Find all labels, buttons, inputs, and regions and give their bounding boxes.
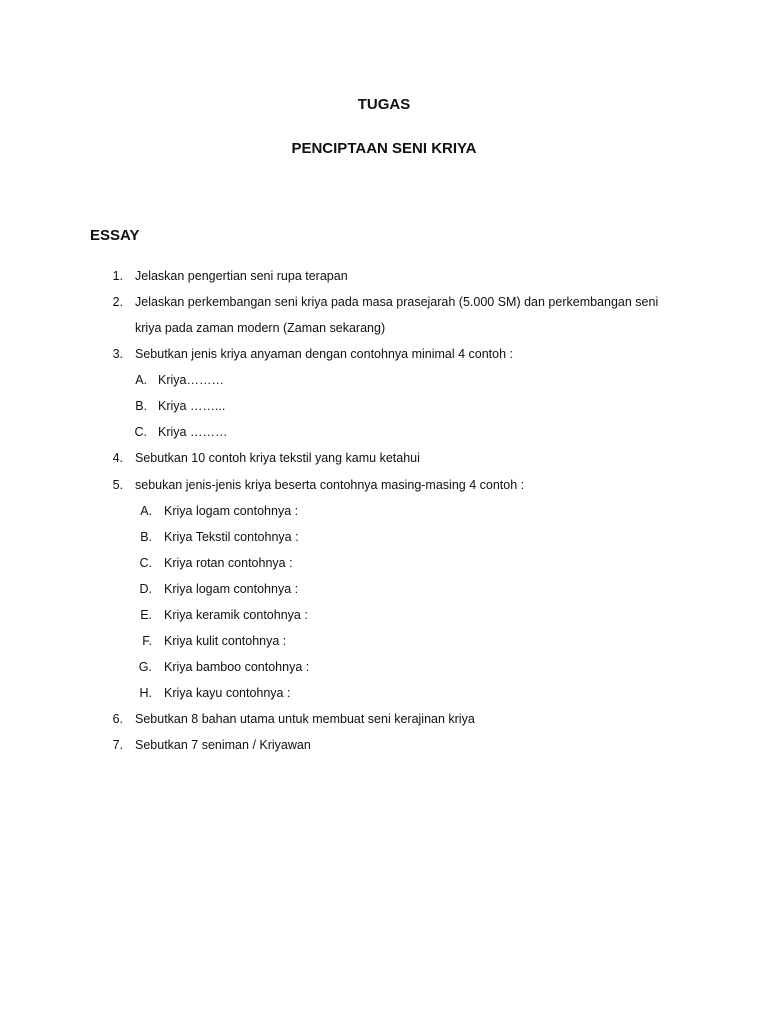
question-number: 7. — [112, 738, 123, 752]
section-heading: ESSAY — [90, 227, 140, 244]
sub-item-letter: C. — [134, 425, 147, 439]
document-subtitle: PENCIPTAAN SENI KRIYA — [291, 140, 477, 157]
sub-item-letter: B. — [135, 399, 147, 413]
question-number: 6. — [112, 712, 123, 726]
question-text: Sebutkan jenis kriya anyaman dengan contohnya minimal 4 contoh : — [135, 347, 514, 361]
sub-item-letter: B. — [140, 530, 152, 544]
sub-item-text: Kriya kulit contohnya : — [164, 634, 287, 648]
sub-item-text: Kriya logam contohnya : — [164, 504, 299, 518]
sub-item-letter: H. — [139, 686, 152, 700]
question-text: Sebutkan 7 seniman / Kriyawan — [135, 738, 311, 752]
question-text: kriya pada zaman modern (Zaman sekarang) — [135, 321, 386, 335]
question-text: sebukan jenis-jenis kriya beserta contohnya masing-masing 4 contoh : — [135, 478, 525, 492]
sub-item-letter: C. — [139, 556, 152, 570]
sub-item-text: Kriya bamboo contohnya : — [164, 660, 310, 674]
question-number: 5. — [112, 478, 123, 492]
question-text: Sebutkan 10 contoh kriya tekstil yang kamu ketahui — [135, 451, 420, 465]
sub-item-letter: E. — [140, 608, 152, 622]
question-text: Jelaskan pengertian seni rupa terapan — [135, 269, 348, 283]
sub-item-text: Kriya ……... — [158, 399, 226, 413]
question-number: 1. — [112, 269, 123, 283]
sub-item-text: Kriya……… — [158, 373, 224, 387]
question-number: 3. — [112, 347, 123, 361]
sub-item-letter: A. — [135, 373, 147, 387]
question-number: 4. — [112, 451, 123, 465]
sub-item-text: Kriya ……… — [158, 425, 228, 439]
sub-item-letter: A. — [140, 504, 152, 518]
sub-item-text: Kriya Tekstil contohnya : — [164, 530, 299, 544]
sub-item-text: Kriya logam contohnya : — [164, 582, 299, 596]
sub-item-text: Kriya kayu contohnya : — [164, 686, 291, 700]
question-text: Jelaskan perkembangan seni kriya pada masa prasejarah (5.000 SM) dan perkembangan seni — [135, 295, 659, 309]
sub-item-letter: F. — [142, 634, 152, 648]
question-text: Sebutkan 8 bahan utama untuk membuat seni kerajinan kriya — [135, 712, 475, 726]
sub-item-letter: G. — [138, 660, 152, 674]
sub-item-text: Kriya rotan contohnya : — [164, 556, 293, 570]
sub-item-text: Kriya keramik contohnya : — [164, 608, 308, 622]
question-number: 2. — [112, 295, 123, 309]
document-title: TUGAS — [357, 96, 411, 113]
sub-item-letter: D. — [139, 582, 152, 596]
